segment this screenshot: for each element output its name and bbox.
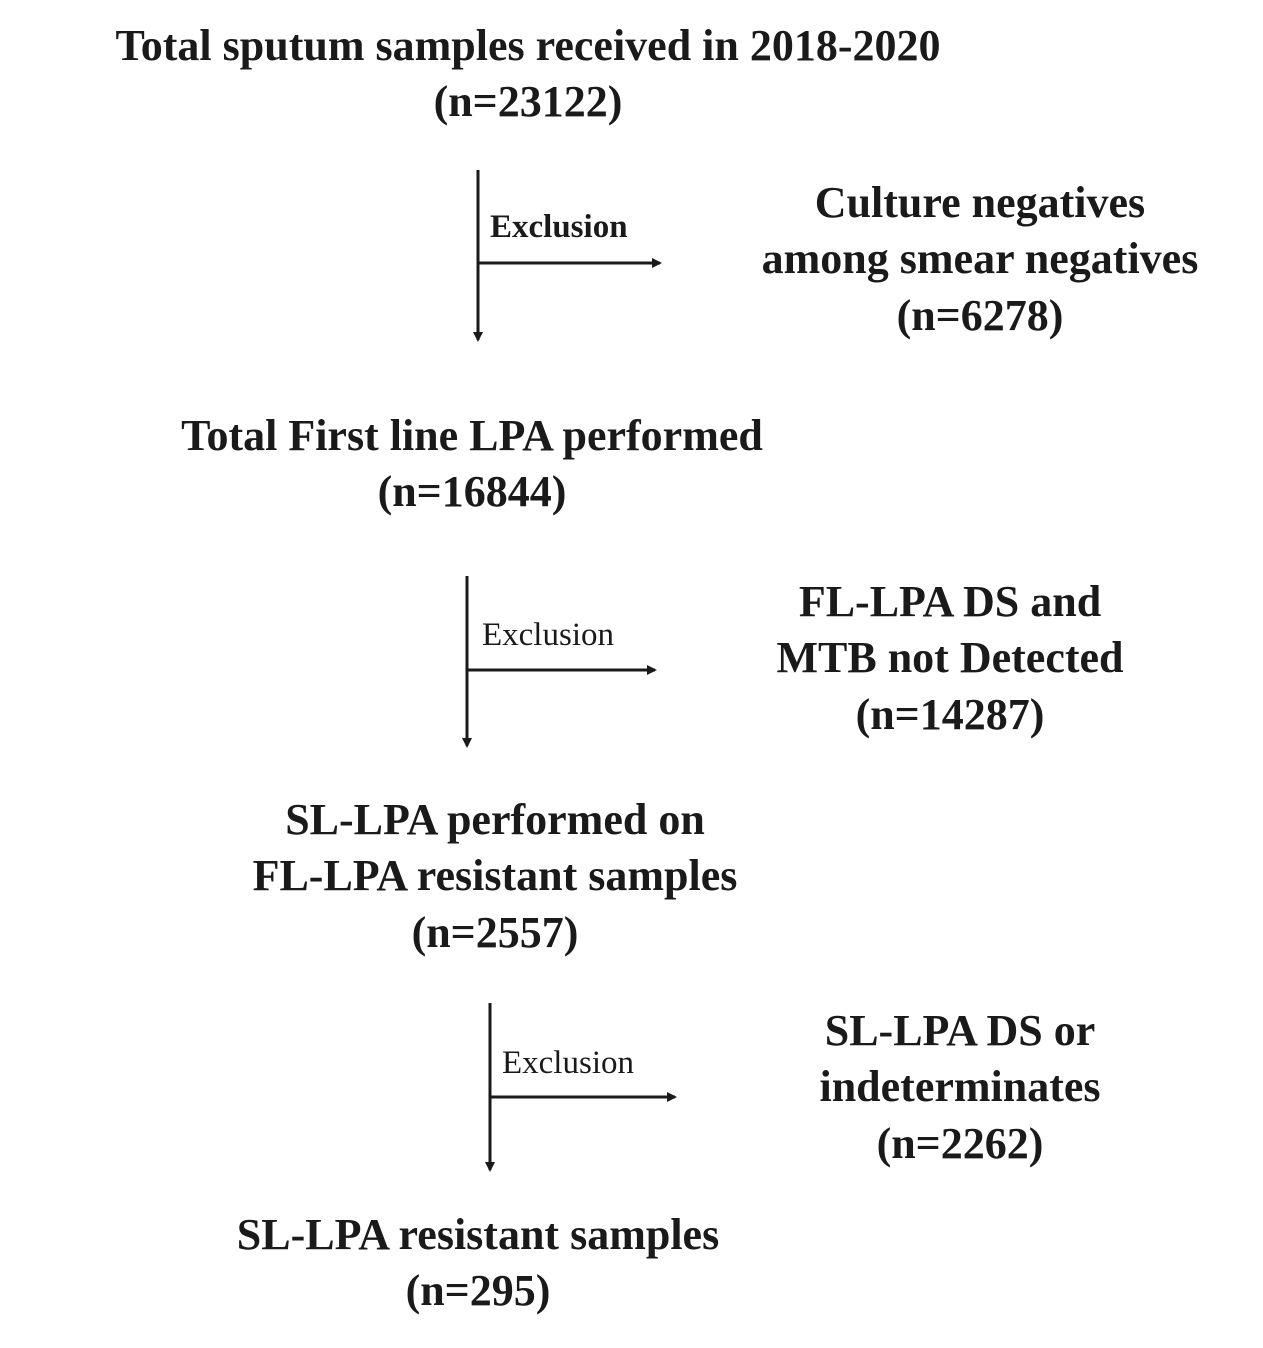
exclusion-label-2: Exclusion	[482, 617, 614, 653]
step-4-line-2: (n=295)	[405, 1266, 551, 1316]
arrow-group-1	[478, 170, 660, 340]
step-4-line-1: SL-LPA resistant samples	[236, 1210, 720, 1259]
step-1-line-1: Total sputum samples received in 2018-2020	[115, 21, 941, 70]
exclusion-1-line-1: Culture negatives	[814, 178, 1146, 227]
step-first-line-lpa	[0, 408, 944, 521]
exclusion-culture-negatives	[700, 175, 1260, 344]
step-total-samples	[0, 18, 1056, 131]
exclusion-3-line-3: (n=2262)	[876, 1118, 1044, 1168]
exclusion-label-3: Exclusion	[502, 1045, 634, 1081]
step-3-line-3: (n=2557)	[411, 907, 579, 957]
step-3-line-1: SL-LPA performed on	[285, 795, 705, 844]
exclusion-1-line-2: among smear negatives	[761, 234, 1199, 284]
exclusion-1-line-3: (n=6278)	[896, 290, 1064, 340]
exclusion-3-line-1: SL-LPA DS or	[824, 1006, 1096, 1055]
exclusion-2-line-3: (n=14287)	[855, 689, 1045, 739]
arrow-group-2	[467, 576, 655, 746]
step-2-line-1: Total First line LPA performed	[181, 411, 763, 460]
exclusion-2-line-2: MTB not Detected	[776, 633, 1124, 683]
step-1-line-2: (n=23122)	[433, 77, 623, 127]
exclusion-label-1: Exclusion	[490, 209, 628, 245]
step-sl-lpa-resistant	[0, 1207, 956, 1320]
step-2-line-2: (n=16844)	[377, 467, 567, 517]
exclusion-fl-lpa-ds	[705, 574, 1195, 743]
exclusion-sl-lpa-ds	[760, 1003, 1160, 1172]
arrow-group-3	[490, 1003, 675, 1170]
exclusion-3-line-2: indeterminates	[819, 1062, 1101, 1112]
step-3-line-2: FL-LPA resistant samples	[252, 851, 738, 901]
step-sl-lpa-performed	[0, 792, 990, 961]
exclusion-2-line-1: FL-LPA DS and	[798, 577, 1102, 626]
